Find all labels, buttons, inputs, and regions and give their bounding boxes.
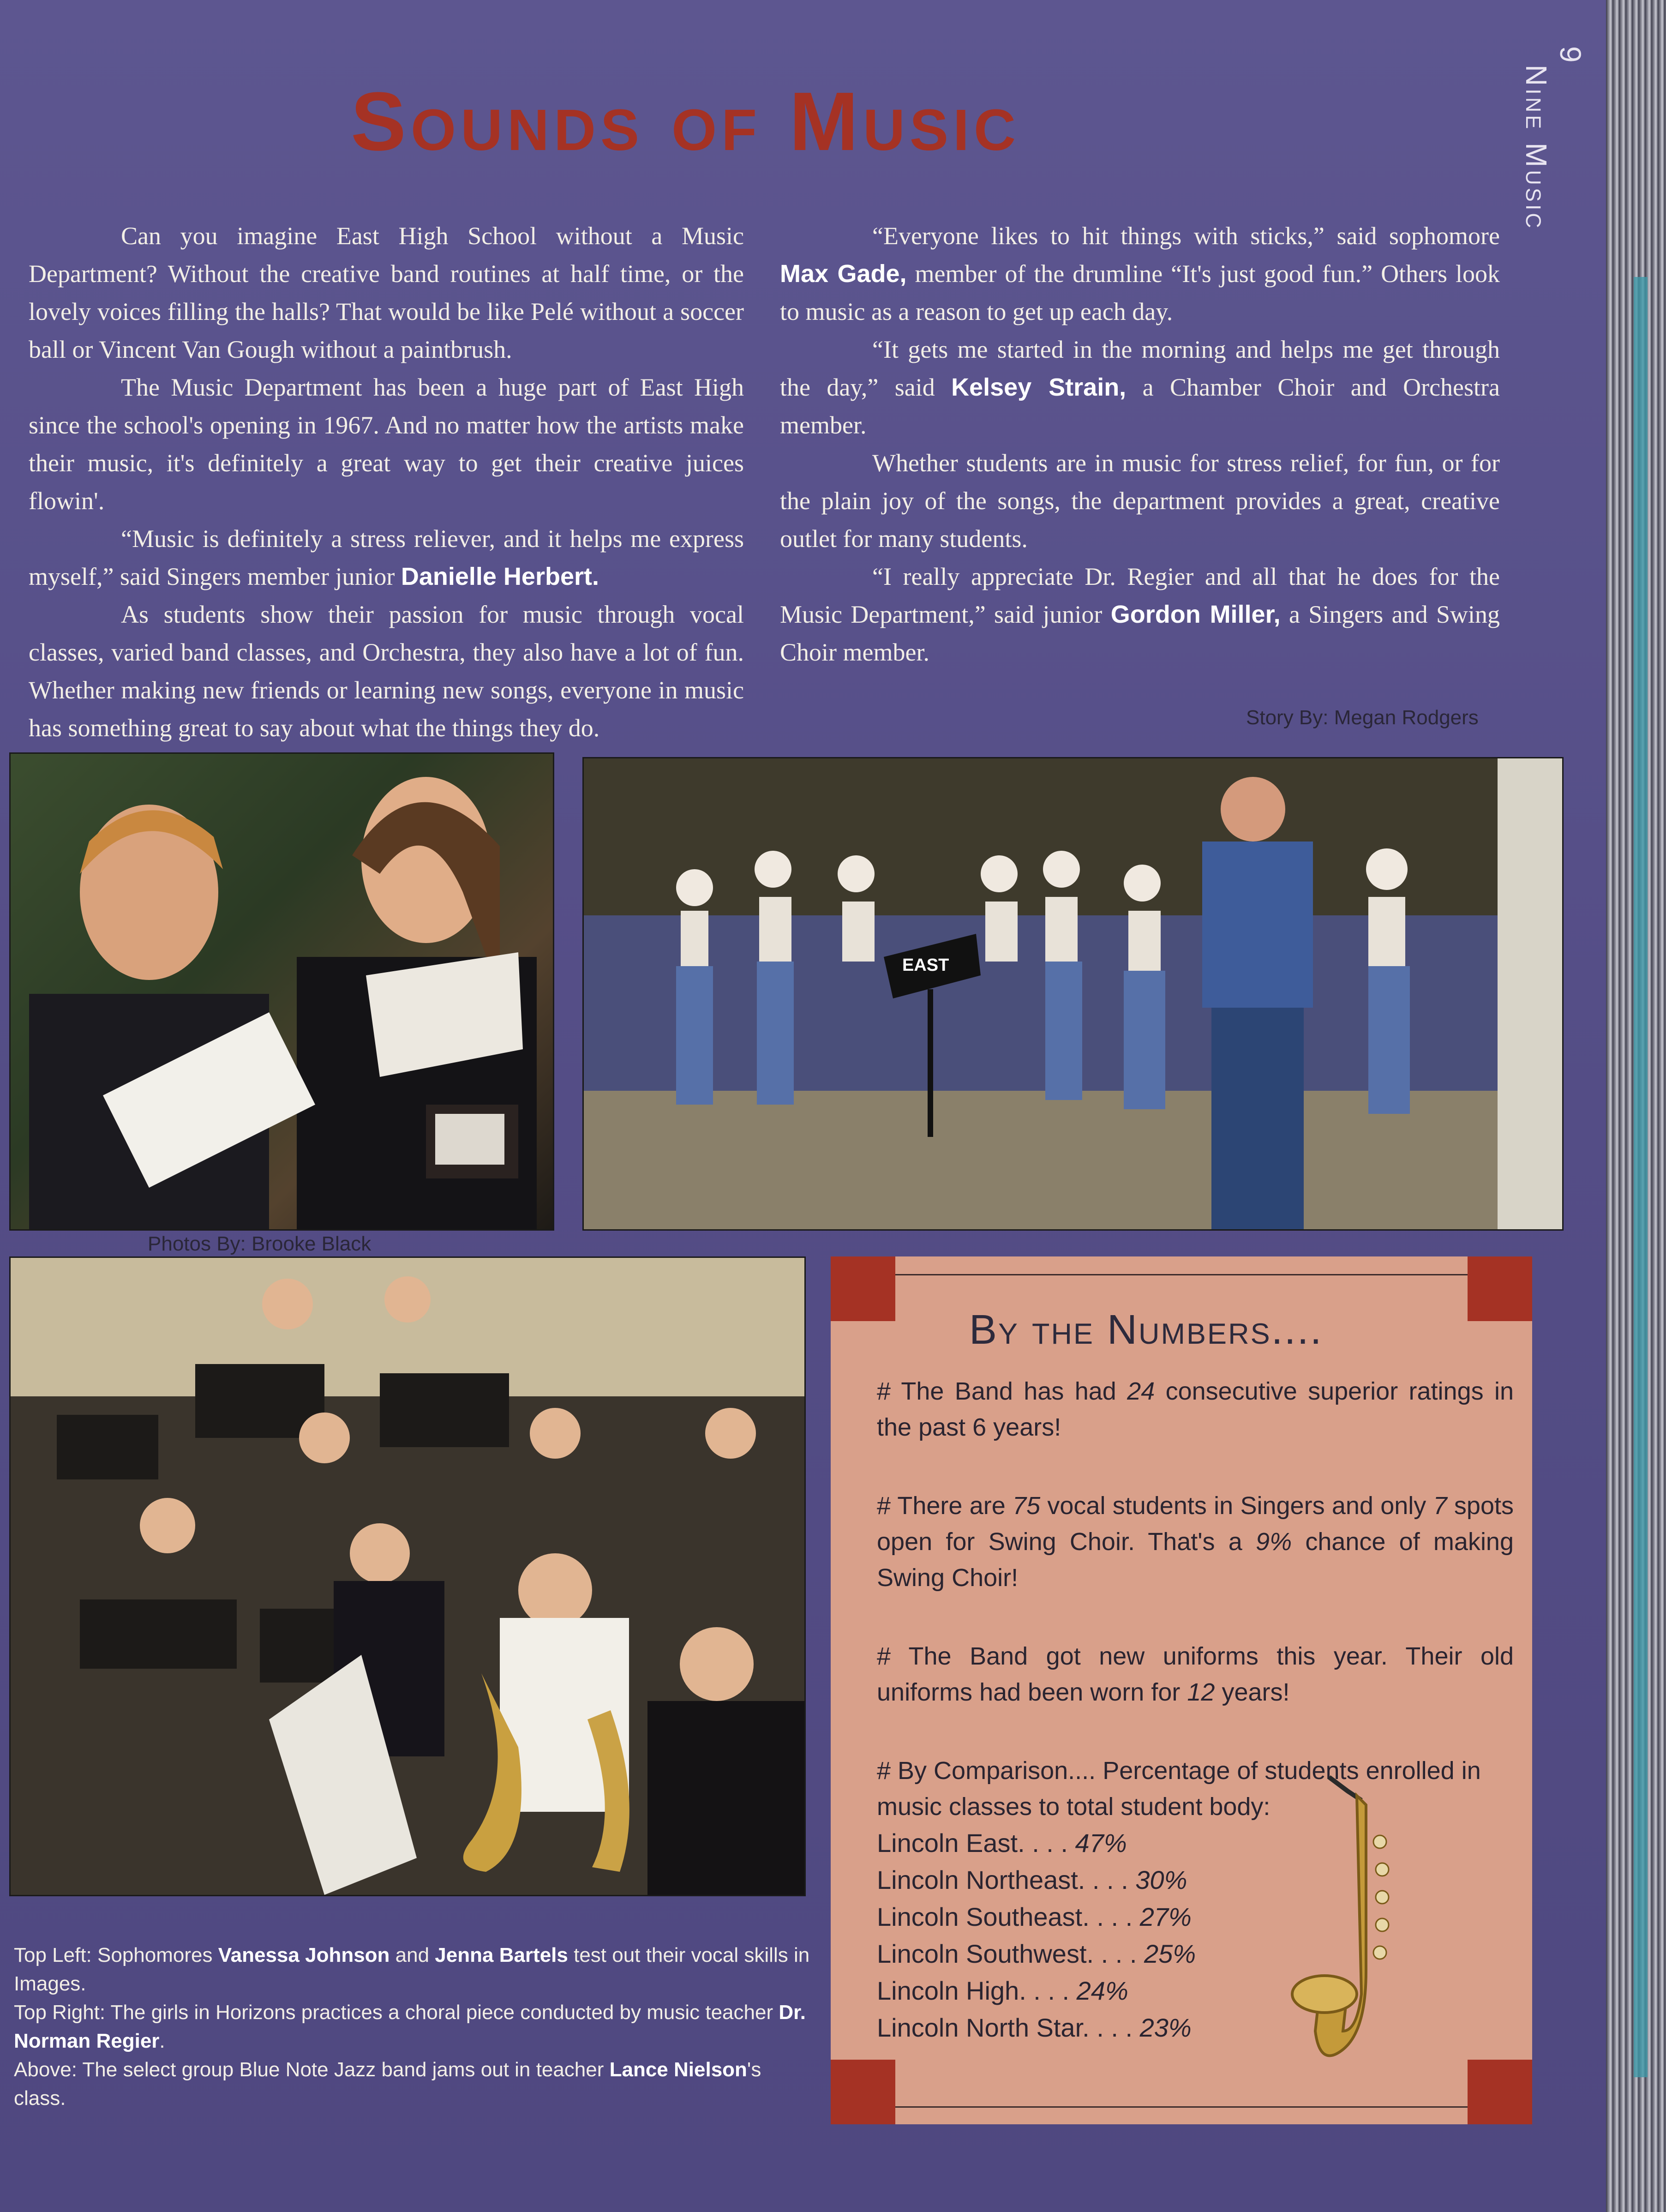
caption-text: The select group Blue Note Jazz band jams out in teacher	[77, 2058, 610, 2081]
student-name: Gordon Miller,	[1110, 601, 1281, 628]
school-percentage: 27%	[1139, 1902, 1192, 1931]
caption-text: 's class.	[14, 2058, 761, 2110]
box-corner-decoration	[831, 2060, 895, 2124]
caption-text: .	[159, 2030, 165, 2052]
fact-text: # There are	[877, 1492, 1013, 1520]
caption-lead: Top Left:	[14, 1944, 92, 1966]
story-column-1	[29, 217, 744, 747]
section-side-label	[1519, 46, 1588, 231]
quote-text: “It gets me started in the morning and helps me get through the day,” said	[780, 336, 1500, 401]
fact-text: # The Band got new uniforms this year. Their old uniforms had been worn for	[877, 1642, 1514, 1706]
story-paragraph	[780, 331, 1500, 444]
quote-text: a Chamber Choir and Orchestra member.	[780, 373, 1500, 439]
caption-text: and	[390, 1944, 435, 1966]
student-name: Danielle Herbert.	[401, 563, 599, 590]
box-title: By the Numbers....	[969, 1307, 1323, 1353]
fact-number: 24	[1127, 1377, 1155, 1405]
caption-above	[14, 2056, 812, 2113]
quote-text: “Music is definitely a stress reliever, and it helps me express myself,” said Singers member junior	[29, 525, 744, 590]
book-spine-stripe	[1634, 277, 1648, 2077]
fact-number: 9%	[1256, 1528, 1292, 1556]
photo-captions	[14, 1941, 812, 2113]
fact-number: 7	[1433, 1492, 1447, 1520]
quote-text: “Everyone likes to hit things with sticks,” said sophomore	[872, 222, 1500, 250]
quote-text: “I really appreciate Dr. Regier and all that he does for the Music Department,” said junior	[780, 563, 1500, 628]
photo-vocal-students	[9, 752, 554, 1231]
caption-top-left	[14, 1941, 812, 1998]
school-percentage: 25%	[1144, 1939, 1196, 1968]
fact-text: years!	[1215, 1678, 1290, 1706]
fact-number: 75	[1013, 1492, 1041, 1520]
school-name: Lincoln North Star. . . .	[877, 2013, 1140, 2042]
story-paragraph	[29, 520, 744, 595]
story-paragraph: Can you imagine East High School without a Music Department? Without the creative band routines at half time, or the lovely voices filling the halls? That would be like Pelé without a soccer ball or Vincent Van Gough without a paintbrush.	[29, 222, 744, 363]
caption-name: Lance Nielson	[609, 2058, 747, 2081]
box-corner-decoration	[1468, 2060, 1532, 2124]
fact-number: 12	[1187, 1678, 1215, 1706]
fact-item	[877, 1488, 1514, 1596]
story-column-2	[780, 217, 1500, 671]
story-credit: Story By: Megan Rodgers	[1246, 706, 1479, 729]
caption-text: test out their vocal skills in Images.	[14, 1944, 810, 1995]
fact-text: chance of making Swing Choir!	[877, 1528, 1514, 1592]
caption-text: Sophomores	[91, 1944, 218, 1966]
photo-vocal-students-image	[11, 754, 553, 1229]
fact-item	[877, 1638, 1514, 1710]
student-name: Kelsey Strain,	[951, 373, 1127, 401]
fact-text: consecutive superior ratings in the past 6 years!	[877, 1377, 1514, 1441]
school-percentage: 24%	[1076, 1976, 1128, 2005]
caption-lead: Top Right:	[14, 2001, 106, 2024]
story-paragraph: Whether students are in music for stress relief, for fun, or for the plain joy of the songs, the department provides a great, creative outlet for many students.	[780, 449, 1500, 553]
page-title: Sounds of Music	[351, 75, 1021, 168]
quote-text: a Singers and Swing Choir member.	[780, 601, 1500, 666]
photo-jazz-band-image	[11, 1258, 804, 1895]
caption-top-right	[14, 1998, 812, 2056]
fact-text: # The Band has had	[877, 1377, 1127, 1405]
quote-text: member of the drumline “It's just good fun.” Others look to music as a reason to get up each day.	[780, 260, 1500, 325]
school-percentage: 47%	[1075, 1828, 1127, 1857]
photo-jazz-band	[9, 1256, 806, 1896]
fact-text: # By Comparison.... Percentage of students enrolled in music classes to total student body:	[877, 1757, 1481, 1821]
side-section-name: Nine Music	[1520, 65, 1553, 231]
music-stand-label: EAST	[902, 956, 949, 975]
school-name: Lincoln High. . . .	[877, 1976, 1077, 2005]
school-name: Lincoln Southwest. . . .	[877, 1939, 1144, 1968]
school-percentage: 23%	[1139, 2013, 1192, 2042]
caption-text: The girls in Horizons practices a choral piece conducted by music teacher	[105, 2001, 779, 2024]
caption-name: Jenna Bartels	[435, 1944, 568, 1966]
fact-text: vocal students in Singers and only	[1040, 1492, 1433, 1520]
fact-text: spots open for Swing Choir. That's a	[877, 1492, 1514, 1556]
student-name: Max Gade,	[780, 260, 907, 288]
caption-lead: Above:	[14, 2058, 77, 2081]
fact-item	[877, 1373, 1514, 1445]
photo-credit: Photos By: Brooke Black	[148, 1232, 372, 1255]
school-name: Lincoln Southeast. . . .	[877, 1902, 1140, 1931]
box-corner-decoration	[831, 1256, 895, 1321]
box-corner-decoration	[1468, 1256, 1532, 1321]
school-name: Lincoln Northeast. . . .	[877, 1865, 1136, 1894]
school-percentage: 30%	[1135, 1865, 1187, 1894]
caption-name: Vanessa Johnson	[218, 1944, 390, 1966]
story-paragraph	[780, 217, 1500, 331]
school-name: Lincoln East. . . .	[877, 1828, 1075, 1857]
story-paragraph: As students show their passion for music through vocal classes, varied band classes, and Orchestra, they also have a lot of fun. Whether making new friends or learning new songs, everyone in music has something great to say about what the things they do.	[29, 601, 744, 742]
photo-choir-rehearsal-image	[584, 758, 1562, 1229]
saxophone-icon	[1288, 1773, 1435, 2096]
caption-name: Dr. Norman Regier	[14, 2001, 806, 2052]
story-paragraph	[780, 558, 1500, 671]
side-page-number: 9	[1554, 46, 1587, 66]
story-paragraph: The Music Department has been a huge part of East High since the school's opening in 1967. And no matter how the artists make their music, it's definitely a great way to get their creative juices flowin'.	[29, 373, 744, 515]
photo-choir-rehearsal	[582, 757, 1564, 1231]
